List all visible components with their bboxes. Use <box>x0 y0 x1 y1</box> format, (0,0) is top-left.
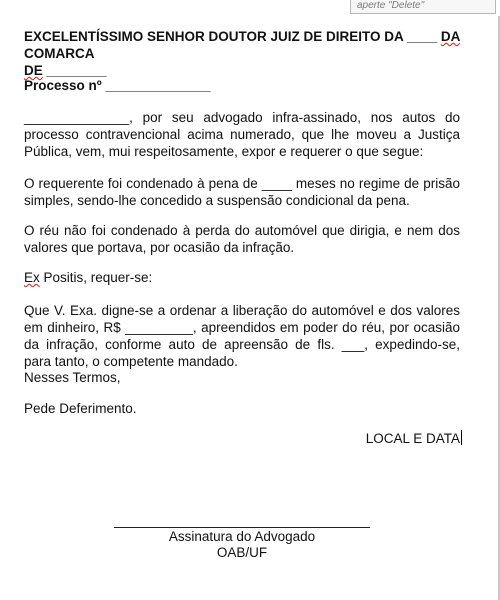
request-paragraph: Que V. Exa. digne-se a ordenar a liberação do automóvel e dos valores em dinheiro, R$ _________, apreendidos em poder do réu, por ocasião da infração, conforme auto de apreensão de fls. ___, expedindo-se, para tanto, o competente mandado. <box>24 303 460 369</box>
not-condemned-paragraph: O réu não foi condenado à perda do automóvel que dirigia, e nem dos valores que portava, por ocasião da infração. <box>24 223 460 255</box>
ex-positis-rest: Positis, requer-se: <box>39 270 153 285</box>
delete-hint-tooltip <box>350 0 496 14</box>
local-date-text: LOCAL E DATA <box>365 431 460 446</box>
heading-text-blank: ________ <box>42 63 107 78</box>
closing-pede-deferimento: Pede Deferimento. <box>24 401 137 416</box>
condemned-paragraph: O requerente foi condenado à pena de ____ meses no regime de prisão simples, sendo-lhe concedido a suspensão condicional da pena. <box>24 176 460 208</box>
local-and-date[interactable] <box>366 430 462 447</box>
closing-nesses-termos: Nesses Termos, <box>24 370 121 385</box>
heading-text-de: DE <box>24 63 43 78</box>
ex-positis-word: Ex <box>24 270 40 285</box>
signature-name: Assinatura do Advogado <box>168 529 316 544</box>
heading-text-c: COMARCA <box>24 46 95 61</box>
signature-line <box>114 527 370 528</box>
signature-block <box>114 529 370 561</box>
signature-oab: OAB/UF <box>216 545 268 560</box>
text-cursor <box>461 430 462 445</box>
heading-line-1 <box>24 28 464 62</box>
petition-heading <box>24 28 464 79</box>
heading-text-a: EXCELENTÍSSIMO SENHOR DOUTOR JUIZ DE DIREITO DA ____ <box>24 29 441 44</box>
process-number: Processo nº ______________ <box>24 78 211 93</box>
ex-positis-paragraph <box>24 269 460 286</box>
delete-hint-text: aperte "Delete" <box>357 0 425 11</box>
heading-text-da: DA <box>440 29 460 44</box>
intro-paragraph: ______________, por seu advogado infra-assinado, nos autos do processo contravencional acima numerado, que lhe moveu a Justiça Pública, vem, mui respeitosamente, expor e requerer o que segue: <box>24 110 460 159</box>
